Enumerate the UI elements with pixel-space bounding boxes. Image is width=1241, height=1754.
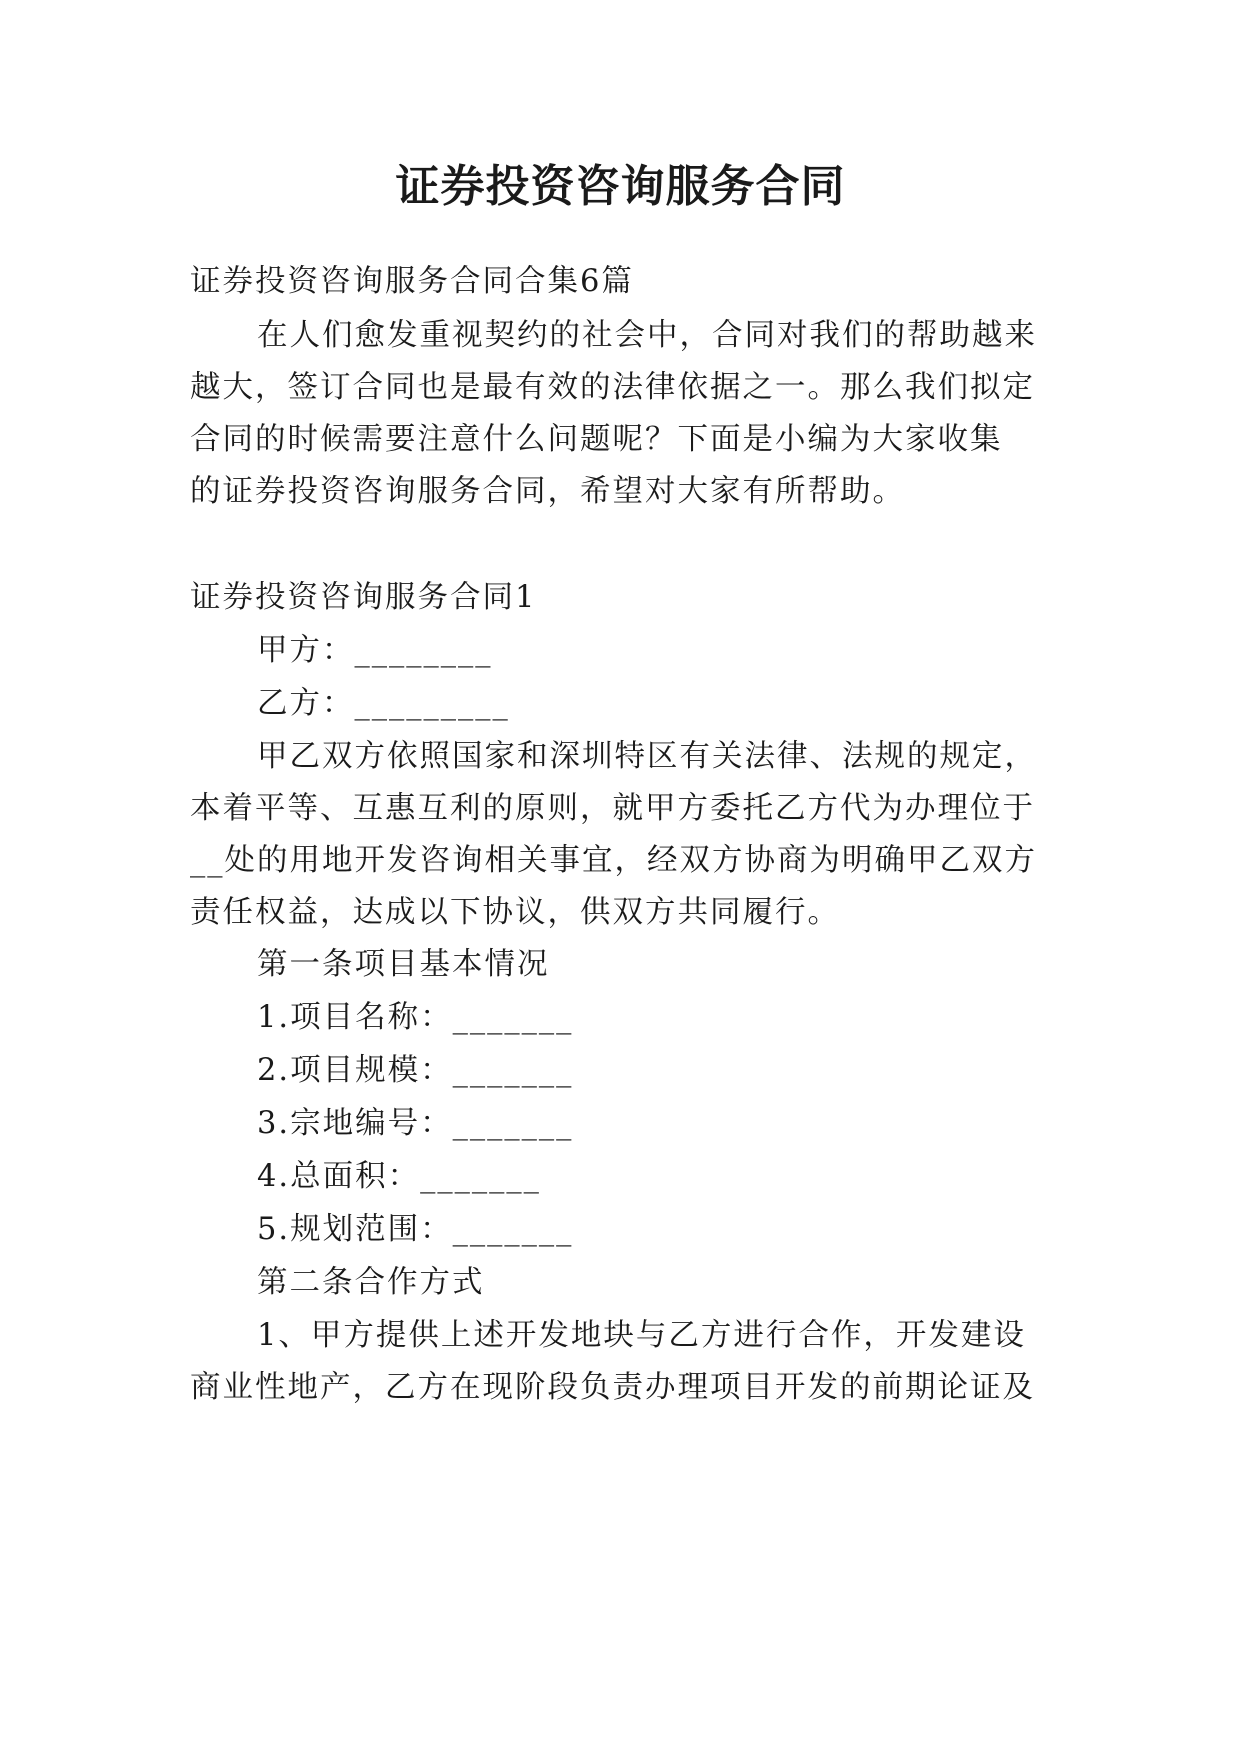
document-title: 证券投资咨询服务合同	[395, 161, 846, 212]
intro-line: 合同的时候需要注意什么问题呢？下面是小编为大家收集	[190, 422, 1003, 457]
document-subtitle: 证券投资咨询服务合同合集6篇	[190, 264, 634, 299]
article-paragraph-line: 商业性地产，乙方在现阶段负责办理项目开发的前期论证及	[190, 1370, 1035, 1405]
article-item: 5.规划范围：_______	[257, 1212, 574, 1247]
preamble-line: 责任权益，达成以下协议，供双方共同履行。	[190, 895, 840, 930]
article-heading: 第二条合作方式	[257, 1265, 485, 1300]
article-item: 3.宗地编号：_______	[257, 1106, 574, 1141]
article-item: 4.总面积：_______	[257, 1159, 541, 1194]
article-item: 2.项目规模：_______	[257, 1053, 574, 1088]
intro-line: 越大，签订合同也是最有效的法律依据之一。那么我们拟定	[190, 370, 1035, 405]
party-a-line: 甲方：________	[257, 633, 493, 668]
preamble-line: 本着平等、互惠互利的原则，就甲方委托乙方代为办理位于	[190, 791, 1035, 826]
section-heading: 证券投资咨询服务合同1	[190, 580, 537, 615]
article-paragraph-line: 1、甲方提供上述开发地块与乙方进行合作，开发建设	[257, 1318, 1026, 1353]
intro-line: 的证券投资咨询服务合同，希望对大家有所帮助。	[190, 474, 905, 509]
intro-line: 在人们愈发重视契约的社会中，合同对我们的帮助越来	[257, 318, 1037, 353]
party-b-line: 乙方：_________	[257, 686, 510, 721]
preamble-line: __处的用地开发咨询相关事宜，经双方协商为明确甲乙双方	[190, 843, 1037, 878]
article-item: 1.项目名称：_______	[257, 1000, 574, 1035]
preamble-line: 甲乙双方依照国家和深圳特区有关法律、法规的规定，	[257, 739, 1037, 774]
article-heading: 第一条项目基本情况	[257, 947, 550, 982]
